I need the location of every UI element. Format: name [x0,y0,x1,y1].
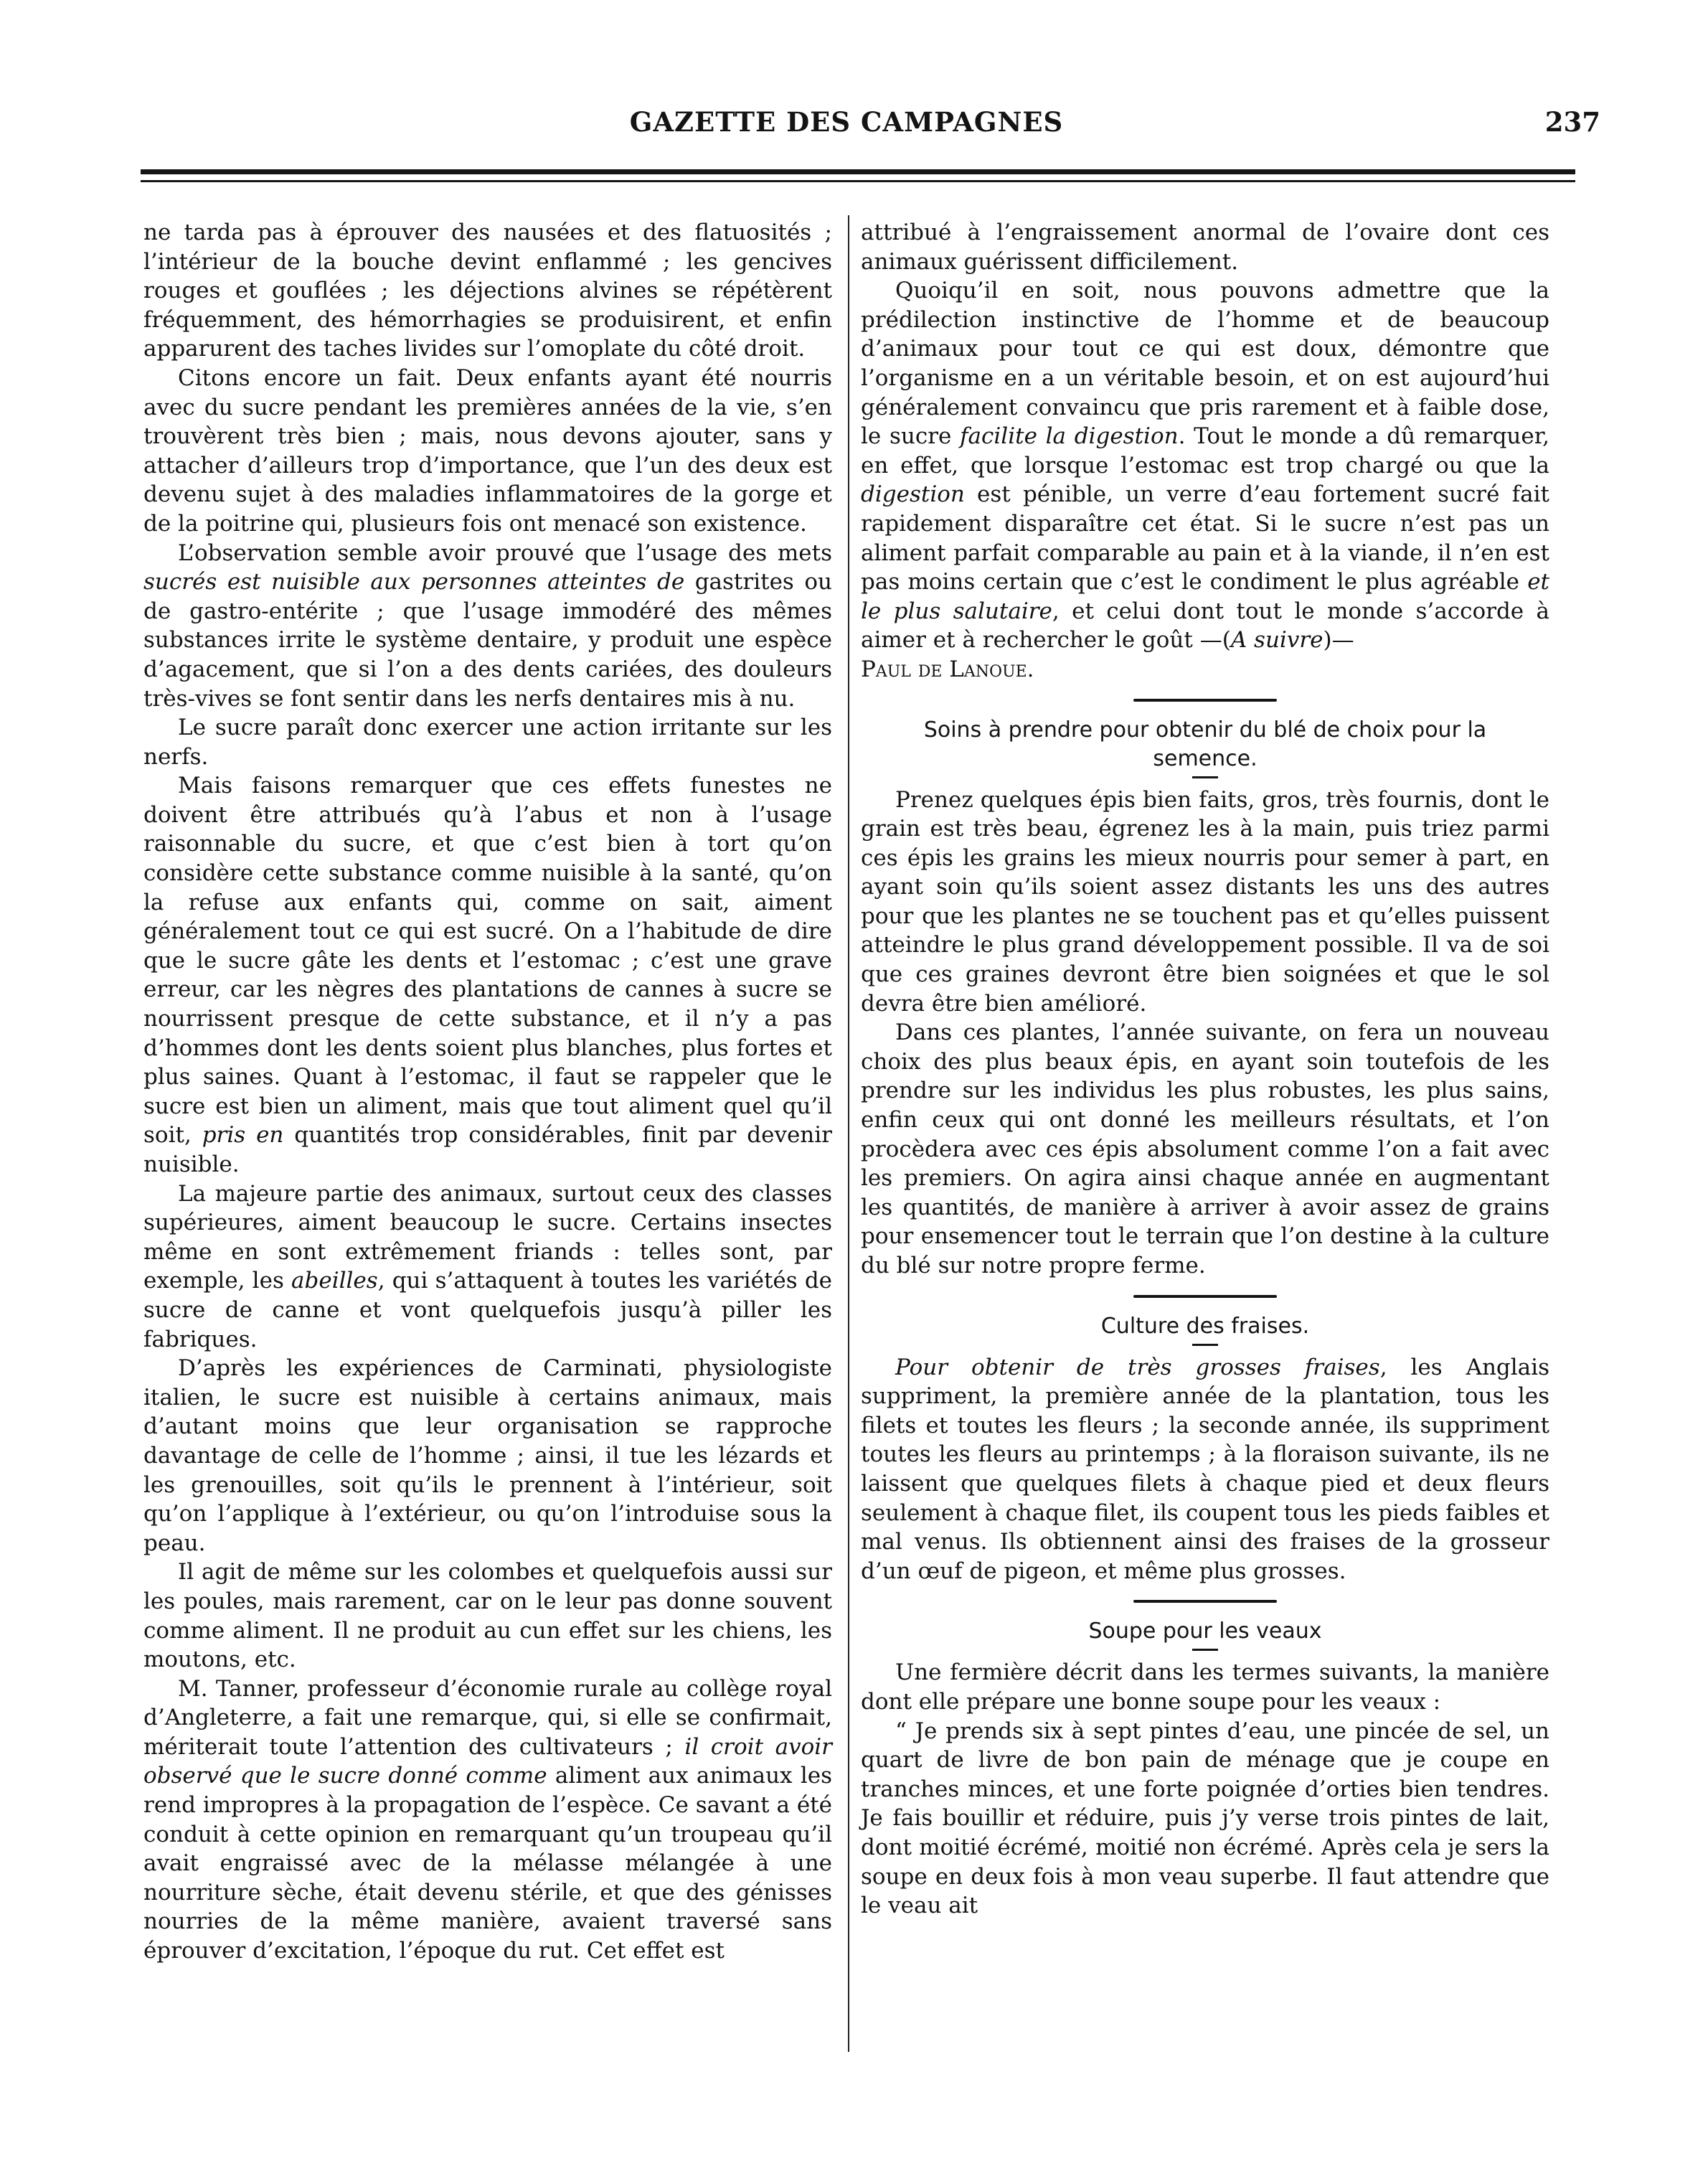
text-run: , qui s’attaquent à toutes les variétés de sucre de canne et vont quelquefois jusqu’à piller les fabriques. [143,1268,833,1352]
author-signature: Paul de Lanoue. [861,656,1034,682]
section-separator [861,1586,1549,1617]
paragraph [143,539,832,714]
text-run: est pénible, un verre d’eau fortement sucré fait rapidement disparaître cet état. Si le sucre n’est pas un aliment parfait comparable au pain et à la viande, il n’en est pas moins certain que c’est le condiment le plus agréable [861,481,1549,595]
section-title: Soupe pour les veaux [1088,1619,1322,1644]
paragraph: ne tarda pas à éprouver des nausées et des flatuosités ; l’intérieur de la bouche devint enflammé ; les gencives rouges et gouflées ; les déjections alvines se répétèrent fréquemment, des hémorrhagies se produisirent, et enfin apparurent des taches livides sur l’omoplate du côté droit. [143,220,832,362]
section-separator [861,1281,1549,1312]
paragraph [143,1675,832,1966]
text-run: . Tout le monde a dû remarquer, en effet, que lorsque l’estomac est trop chargé ou que la [861,423,1550,479]
title-dash [1192,1649,1218,1651]
text-run: quantités trop considérables, finit par devenir nuisible. [143,1122,833,1177]
paragraph: Citons encore un fait. Deux enfants ayant été nourris avec du sucre pendant les premières années de la vie, s’en trouvèrent très bien ; mais, nous devons ajouter, sans y attacher d’ailleurs trop d’importance, que l’un des deux est devenu sujet à des maladies inflammatoires de la gorge et de la poitrine qui, plusieurs fois ont menacé son existence. [143,364,832,537]
paragraph: Une fermière décrit dans les termes suivants, la manière dont elle prépare une bonne soupe pour les veaux : [861,1659,1549,1715]
separator-line [1133,1600,1277,1603]
paragraph: “ Je prends six à sept pintes d’eau, une pincée de sel, un quart de livre de bon pain de ménage que je coupe en tranches minces, et une forte poignée d’orties bien tendres. Je fais bouillir et réduire, puis j’y verse trois pintes de lait, dont moitié écrémé, moitié non écrémé. Après cela je sers la soupe en deux fois à mon veau superbe. Il faut attendre que le veau ait [861,1718,1549,1919]
italic-run: et le plus salutaire [861,569,1549,624]
italic-run: facilite la digestion [960,423,1179,450]
running-title: GAZETTE DES CAMPAGNES [629,106,1064,138]
right-column [861,218,1549,1921]
italic-run: digestion [861,481,965,508]
section-separator [861,684,1549,716]
text-run: La majeure partie des animaux, surtout ceux des classes supérieures, aiment beaucoup le sucre. Certains insectes même en sont extrêmement friands : telles sont, par exemple, les [143,1180,832,1294]
text-run: L’observation semble avoir prouvé que l’usage des mets [178,540,832,566]
italic-run: abeilles [291,1268,378,1294]
paragraph: Prenez quelques épis bien faits, gros, très fournis, dont le grain est très beau, égrenez les à la main, puis triez parmi ces épis les grains les mieux nourris pour semer à part, en ayant soin qu’ils soient assez distants les uns des autres pour que les plantes ne se touchent pas et qu’elles puissent atteindre le plus grand développement possible. Il va de soi que ces graines devront être bien soignées et que le sol devra être bien amélioré. [861,786,1549,1017]
title-dash [1192,1344,1218,1346]
paragraph: attribué à l’engraissement anormal de l’ovaire dont ces animaux guérissent difficilement. [861,220,1549,275]
italic-run: pris en [202,1122,284,1149]
text-run: Quoiqu’il en soit, nous pouvons admettre que la prédilection instinctive de l’homme et de beaucoup d’animaux pour tout ce qui est doux, démontre que l’organisme en a un véritable besoin, et on est aujourd’hui généralement convaincu que pris rarement et à faible dose, le sucre [861,278,1549,450]
text-run: M. Tanner, professeur d’économie rurale au collège royal d’Angleterre, a fait une remarque, qui, si elle se confirmait, mériterait toute l’attention des cultivateurs ; [143,1675,832,1760]
text-run: )— [1323,627,1354,654]
italic-run: il croit avoir observé que le sucre donné comme [143,1733,832,1789]
paragraph [861,276,1549,655]
paragraph: Le sucre paraît donc exercer une action irritante sur les nerfs. [143,715,832,770]
paragraph [143,1179,832,1355]
paragraph: Il agit de même sur les colombes et quelquefois aussi sur les poules, mais rarement, car on le leur pas donne souvent comme aliment. Il ne produit au cun effet sur les chiens, les moutons, etc. [143,1559,832,1673]
header-rule-thick [141,169,1575,174]
page-number: 237 [1544,106,1600,138]
separator-line [1133,699,1277,702]
left-column [143,218,832,1966]
section-title: Culture des fraises. [1100,1313,1310,1339]
text-run: gastrites ou de gastro-entérite ; que l’usage immodéré des mêmes substances irrite le système dentaire, y produit une espèce d’agacement, que si l’on a des dents cariées, des douleurs très-vives se font sentir dans les nerfs dentaires mis à nu. [143,569,832,712]
italic-run: sucrés est nuisible aux personnes atteintes de [143,569,685,595]
text-run: , les Anglais suppriment, la première année de la plantation, tous les filets et toutes les fleurs ; la seconde année, ils suppriment toutes les fleurs au printemps ; à la floraison suivante, ils ne laissent que quelques filets à chaque pied et deux fleurs seulement à chaque filet, ils coupent tous les pieds faibles et mal venus. Ils obtiennent ainsi des fraises de la grosseur d’un œuf de pigeon, et même plus grosses. [861,1354,1549,1584]
title-dash [1192,776,1218,778]
paragraph: Dans ces plantes, l’année suivante, on fera un nouveau choix des plus beaux épis, en ayant soin toutefois de les prendre sur les individus les plus robustes, les plus sains, enfin ceux qui ont donné les meilleurs résultats, et l’on procèdera avec ces épis absolument comme l’on a fait avec les premiers. On agira ainsi chaque année en augmentant les quantités, de manière à arriver à avoir assez de grains pour ensemencer tout le terrain que l’on destine à la culture du blé sur notre propre ferme. [861,1019,1549,1278]
italic-run: A suivre [1230,627,1324,654]
header-rule-thin [141,180,1575,182]
text-run: Mais faisons remarquer que ces effets funestes ne doivent être attribués qu’à l’abus et non à l’usage raisonnable du sucre, et que c’est bien à tort qu’on considère cette substance comme nuisible à la santé, qu’on la refuse aux enfants qui, comme on sait, aiment généralement tout ce qui est sucré. On a l’habitude de dire que le sucre gâte les dents et l’estomac ; c’est une grave erreur, car les nègres des plantations de cannes à sucre se nourrissent presque de cette substance, et il n’y a pas d’hommes dont les dents soient plus blanches, plus fortes et plus saines. Quant à l’estomac, il faut se rappeler que le sucre est bien un aliment, mais que tout aliment quel qu’il soit, [143,773,832,1149]
section-title: Soins à prendre pour obtenir du blé de choix pour la semence. [923,717,1487,771]
separator-line [1133,1295,1277,1298]
column-divider [848,215,849,2052]
page-header [0,106,1708,149]
paragraph [861,1353,1549,1586]
paragraph [143,771,832,1179]
paragraph: D’après les expériences de Carminati, physiologiste italien, le sucre est nuisible à certains animaux, mais d’autant moins que leur organisation se rapproche davantage de celle de l’homme ; ainsi, il tue les lézards et les grenouilles, soit qu’ils le prennent à l’intérieur, soit qu’on l’applique à l’extérieur, ou qu’on l’introduise sous la peau. [143,1355,832,1556]
italic-run: Pour obtenir de très grosses fraises [895,1354,1380,1380]
text-run: aliment aux animaux les rend impropres à la propagation de l’espèce. Ce savant a été conduit à cette opinion en remarquant qu’un troupeau qu’il avait engraissé avec de la mélasse mélangée à une nourriture sèche, était devenu stérile, et que des génisses nourries de la même manière, avaient traversé sans éprouver d’excitation, l’époque du rut. Cet effet est [143,1763,832,1964]
text-run: , et celui dont tout le monde s’accorde à aimer et à rechercher le goût —( [861,598,1549,654]
